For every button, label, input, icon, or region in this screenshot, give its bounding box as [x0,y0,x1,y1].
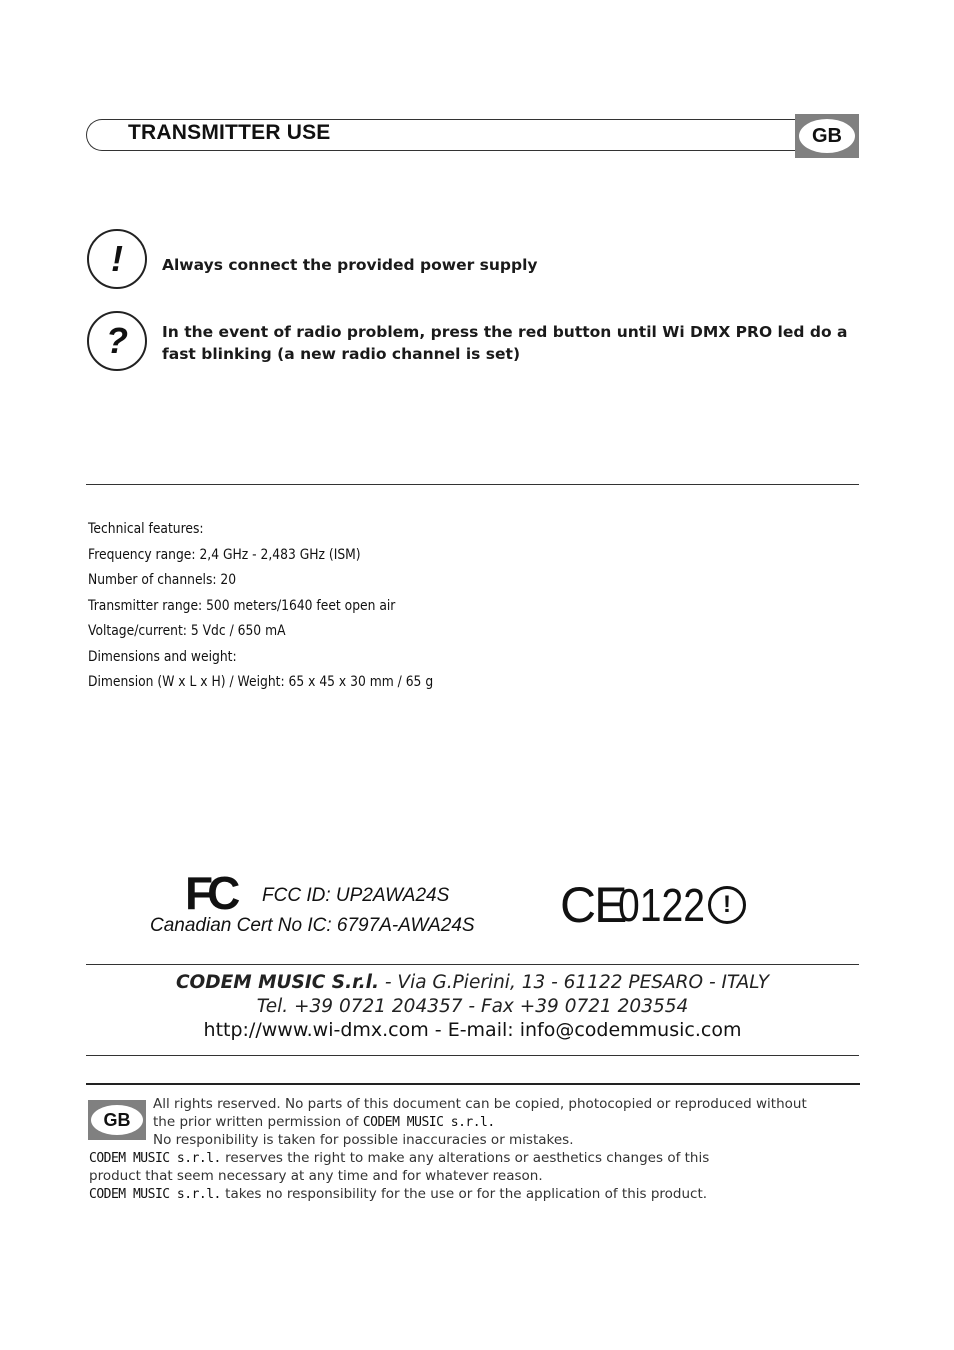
disclaimer-line-5: product that seem necessary at any time and for whatever reason. [89,1168,543,1184]
note-radio-problem-line2: fast blinking (a new radio channel is set) [162,345,521,363]
note-power-supply: Always connect the provided power supply [162,256,538,274]
company-address-line [86,972,859,993]
spec-channels: Number of channels: 20 [88,572,237,588]
note-radio-problem [162,321,847,365]
disclaimer-company: CODEM MUSIC s.r.l. [362,1115,495,1130]
disclaimer-line-1: All rights reserved. No parts of this document can be copied, photocopied or reproduced without [153,1096,807,1112]
company-address: - Via G.Pierini, 13 - 61122 PESARO - ITALY [378,972,770,993]
disclaimer-company: CODEM MUSIC s.r.l. [89,1151,221,1166]
language-badge [795,114,859,158]
exclamation-icon [87,229,147,289]
disclaimer-company: CODEM MUSIC s.r.l. [89,1187,221,1202]
disclaimer-line-6-text: takes no responsibility for the use or for the application of this product. [220,1186,708,1202]
spec-dimensions-heading: Dimensions and weight: [88,648,237,665]
note-radio-problem-line1: In the event of radio problem, press the red button until Wi DMX PRO led do a [162,323,848,341]
alert-symbol: ! [723,891,731,918]
language-badge-small-label: GB [91,1105,143,1135]
spec-dimensions: Dimension (W x L x H) / Weight: 65 x 45 x 30 mm / 65 g [88,674,434,690]
notified-body-number: 0122 [618,879,705,931]
divider [86,1083,860,1085]
fcc-id: FCC ID: UP2AWA24S [262,885,450,906]
company-name: CODEM MUSIC S.r.l. [175,972,379,993]
company-web-email[interactable]: http://www.wi-dmx.com - E-mail: info@codemmusic.com [203,1019,742,1041]
spec-frequency: Frequency range: 2,4 GHz - 2,483 GHz (ISM) [88,546,361,563]
disclaimer-line-2-text: the prior written permission of [153,1114,363,1130]
alert-icon [708,886,746,924]
technical-features [88,517,433,696]
fcc-logo: FC [185,867,235,919]
question-icon [87,311,147,371]
divider [86,964,859,965]
disclaimer-line-4-text: reserves the right to make any alterations or aesthetics changes of this [220,1150,710,1166]
spec-voltage: Voltage/current: 5 Vdc / 650 mA [88,623,286,639]
divider [86,1055,859,1056]
language-badge-small [88,1100,146,1140]
exclamation-symbol: ! [111,238,123,279]
disclaimer-line-4 [89,1149,709,1168]
spec-heading: Technical features: [88,521,204,537]
disclaimer-line-2 [153,1113,495,1132]
divider [86,484,859,485]
question-symbol: ? [106,320,128,361]
language-badge-label: GB [799,119,855,153]
disclaimer-line-3: No responibility is taken for possible inaccuracies or mistakes. [153,1132,574,1148]
company-phone-fax: Tel. +39 0721 204357 - Fax +39 0721 203554 [256,996,689,1017]
spec-range: Transmitter range: 500 meters/1640 feet open air [88,597,396,614]
ce-mark-logo: CE [560,877,626,933]
disclaimer-line-6 [89,1185,707,1204]
page-title: TRANSMITTER USE [128,121,331,144]
ic-cert: Canadian Cert No IC: 6797A-AWA24S [150,915,475,936]
